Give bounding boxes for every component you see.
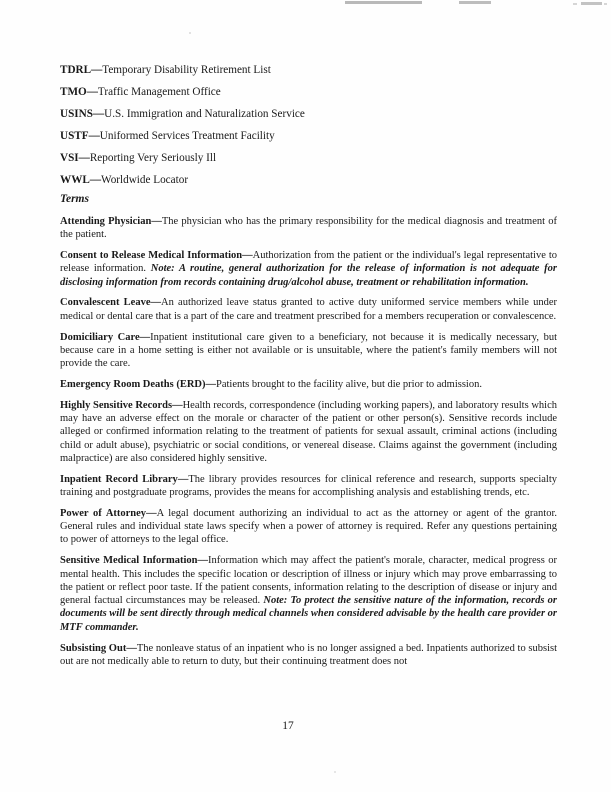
term-label: Convalescent Leave <box>60 297 151 309</box>
abbreviation-entry <box>60 103 557 125</box>
abbreviation-term: USINS <box>60 108 93 120</box>
term-definition: The library provides resources for clinical reference and research, supports specialty training and postgraduate programs, provides the means for accomplishing analysis and establishing trends, etc. <box>60 473 557 499</box>
em-dash: — <box>242 250 253 262</box>
em-dash: — <box>146 507 157 519</box>
page-content <box>60 59 557 676</box>
abbreviation-entry <box>60 81 557 103</box>
term-label: Highly Sensitive Records <box>60 399 173 411</box>
page-number: 17 <box>282 720 294 732</box>
terms-heading: Terms <box>60 193 89 205</box>
scan-artifact-dot <box>604 3 607 5</box>
scan-artifact-bar <box>581 2 602 5</box>
term-note: Note: A routine, general authorization for the release of information is not adequate for disclosing information from records containing drug/alcohol abuse, treatment or rehabilitation information. <box>60 263 557 288</box>
term-definition: A legal document authorizing an individual to act as the attorney or agent of the grantor. General rules and individual state laws specify when a power of attorney is required. Refer any questions pertaining to power of attorneys to the legal office. <box>60 507 558 546</box>
definitions-list <box>60 215 557 668</box>
em-dash: — <box>126 642 137 654</box>
abbreviation-definition: Reporting Very Seriously Ill <box>89 152 217 164</box>
term-label: Power of Attorney <box>60 507 147 519</box>
em-dash: — <box>177 473 189 485</box>
em-dash: — <box>78 152 90 164</box>
em-dash: — <box>151 216 162 227</box>
abbreviation-entry <box>60 125 557 147</box>
term-definition: The physician who has the primary responsibility for the medical diagnosis and treatment of the patient. <box>60 216 557 241</box>
abbreviation-term: TDRL <box>60 64 92 76</box>
abbreviation-term: WWL <box>60 174 90 186</box>
definition-entry <box>60 554 557 634</box>
abbreviation-entry <box>60 147 557 169</box>
term-label: Consent to Release Medical Information <box>60 250 243 262</box>
term-label: Emergency Room Deaths (ERD) <box>60 378 206 390</box>
abbreviation-list <box>60 59 557 191</box>
definition-entry <box>60 642 557 669</box>
abbreviation-definition: Traffic Management Office <box>97 86 221 98</box>
abbreviation-definition: Temporary Disability Retirement List <box>102 64 271 76</box>
abbreviation-entry <box>60 169 557 191</box>
term-label: Subsisting Out <box>60 642 127 654</box>
em-dash: — <box>150 297 162 309</box>
scan-artifact-dot <box>189 32 191 34</box>
em-dash: — <box>86 86 98 98</box>
em-dash: — <box>197 555 208 567</box>
definition-entry <box>60 473 557 500</box>
em-dash: — <box>205 378 217 390</box>
term-definition: Health records, correspondence (including working papers), and laboratory results which may have an adverse effect on the morale or character of the patient or other person(s). Sensitive records include alleged or confirmed information relating to the treatment of patients for sexual assault, criminal actions (including child or adult abuse), psychiatric or social conditions, or venereal disease. Claims against the government (including malpractice) are also considered highly sensitive. <box>60 399 557 464</box>
definition-entry <box>60 507 557 547</box>
em-dash: — <box>139 331 151 343</box>
em-dash: — <box>91 64 103 76</box>
definition-entry <box>60 215 557 242</box>
abbreviation-definition: U.S. Immigration and Naturalization Service <box>104 108 305 120</box>
scan-artifact-dot <box>334 771 336 773</box>
term-label: Sensitive Medical Information <box>60 555 198 567</box>
term-label: Inpatient Record Library <box>60 473 178 485</box>
definition-entry <box>60 331 557 371</box>
em-dash: — <box>88 130 100 142</box>
abbreviation-term: VSI <box>60 152 79 164</box>
abbreviation-entry <box>60 59 557 81</box>
term-definition: Inpatient institutional care given to a beneficiary, not because it is medically necessary, but because care in a home setting is either not available or is unsuitable, where the patient's family members will not provide the care. <box>60 331 557 370</box>
abbreviation-definition: Uniformed Services Treatment Facility <box>99 130 275 142</box>
scan-artifact-dot <box>573 3 577 5</box>
term-definition: An authorized leave status granted to active duty uniformed service members while under medical or dental care that is a part of the care and treatment prescribed for a members recuperation or convalescence. <box>60 297 557 322</box>
term-label: Attending Physician <box>60 216 152 227</box>
definition-entry <box>60 296 557 323</box>
em-dash: — <box>89 174 102 186</box>
definition-entry <box>60 399 557 465</box>
term-note: Note: To protect the sensitive nature of the information, records or documents will be sent directly through medical channels when considered advisable by the health care provider or MTF commander. <box>60 595 558 633</box>
definition-entry <box>60 378 557 391</box>
abbreviation-definition: Worldwide Locator <box>101 174 189 186</box>
em-dash: — <box>92 108 105 120</box>
term-label: Domiciliary Care <box>60 331 140 343</box>
term-definition: Information which may affect the patient's morale, character, medical progress or mental health. This includes the specific location or description of illness or injury which may prove embarrassing to the patient or reflect poor taste. If the patient consents, information relating to the description of disease or injury and general factual circumstances may be released. <box>60 555 557 607</box>
abbreviation-term: USTF <box>60 130 89 142</box>
scan-artifact-bar <box>345 1 422 4</box>
em-dash: — <box>172 399 183 411</box>
abbreviation-term: TMO <box>60 86 87 98</box>
term-definition: The nonleave status of an inpatient who is no longer assigned a bed. Inpatients authorized to subsist out are not medically able to return to duty, but their continuing treatment does not <box>60 642 557 667</box>
term-definition: Patients brought to the facility alive, but die prior to admission. <box>216 378 482 390</box>
definition-entry <box>60 249 557 289</box>
term-definition: Authorization from the patient or the individual's legal representative to release information. <box>60 250 558 275</box>
scan-artifact-bar <box>459 1 491 4</box>
